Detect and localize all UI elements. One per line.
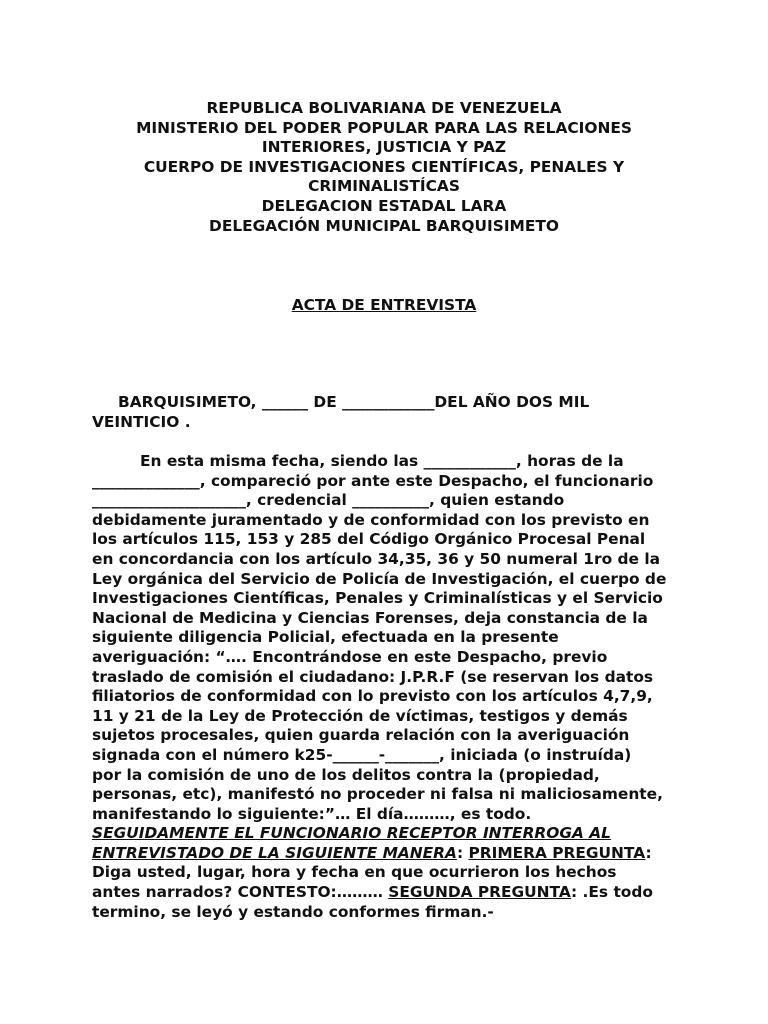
body-line: 11 y 21 de la Ley de Protección de víctimas, testigos y demás: [92, 706, 628, 725]
body-line: por la comisión de uno de los delitos contra la (propiedad,: [92, 765, 600, 784]
answer-text: antes narrados? CONTESTO:………: [92, 883, 389, 902]
first-question-text: Diga usted, lugar, hora y fecha en que ocurrieron los hechos: [92, 863, 617, 882]
body-line: signada con el número k25-______-_______, iniciada (o instruída): [92, 745, 632, 764]
colon-separator: :: [645, 843, 652, 862]
header-line-ministry: MINISTERIO DEL PODER POPULAR PARA LAS RELACIONES: [136, 118, 632, 137]
second-question-label: SEGUNDA PREGUNTA: [388, 883, 572, 902]
header-line-agency: CUERPO DE INVESTIGACIONES CIENTÍFICAS, PENALES Y: [143, 157, 625, 176]
body-line: los artículos 115, 153 y 285 del Código Orgánico Procesal Penal: [92, 530, 646, 549]
body-line: filiatorios de conformidad con lo previsto con los artículos 4,7,9,: [92, 687, 653, 706]
dateline-line-1: BARQUISIMETO, ______ DE ____________DEL AÑO DOS MIL: [118, 393, 590, 411]
answer-line: [92, 883, 682, 903]
header-line-country: REPUBLICA BOLIVARIANA DE VENEZUELA: [206, 99, 562, 117]
body-line: Investigaciones Científicas, Penales y Criminalísticas y el Servicio: [92, 589, 663, 608]
body-line: debidamente juramentado y de conformidad con los previsto en: [92, 510, 650, 529]
second-question-text: : .Es todo: [571, 883, 653, 902]
document-title: ACTA DE ENTREVISTA: [291, 296, 477, 314]
colon-separator: :: [456, 843, 469, 862]
document-body: [92, 452, 682, 922]
body-line: ____________________, credencial __________, quien estando: [92, 491, 565, 510]
header-line-municipal-delegation: DELEGACIÓN MUNICIPAL BARQUISIMETO: [209, 216, 559, 235]
body-line: en concordancia con los artículo 34,35, 36 y 50 numeral 1ro de la: [92, 549, 661, 568]
document-header: [92, 99, 676, 236]
body-line: personas, etc), manifestó no proceder ni falsa ni maliciosamente,: [92, 785, 663, 804]
first-question-label: PRIMERA PREGUNTA: [468, 843, 646, 862]
dateline: [92, 393, 682, 432]
question-intro-line-2: [92, 844, 682, 864]
dateline-line-2: VEINTICIO .: [92, 412, 191, 431]
body-line: traslado de comisión el ciudadano: J.P.R.F (se reservan los datos: [92, 667, 654, 686]
body-line: sujetos procesales, quien guarda relación con la averiguación: [92, 726, 630, 745]
question-intro-text-1: SEGUIDAMENTE EL FUNCIONARIO RECEPTOR INTERROGA AL: [92, 824, 611, 843]
question-intro-line-1: [92, 824, 682, 844]
body-line: manifestando lo siguiente:”… El día………, es todo.: [92, 804, 532, 823]
header-line-state-delegation: DELEGACION ESTADAL LARA: [261, 196, 507, 215]
body-line: averiguación: “…. Encontrándose en este Despacho, previo: [92, 647, 608, 666]
header-line-agency-cont: CRIMINALISTÍCAS: [308, 177, 460, 196]
body-line: Ley orgánica del Servicio de Policía de Investigación, el cuerpo de: [92, 569, 667, 588]
header-line-ministry-cont: INTERIORES, JUSTICIA Y PAZ: [261, 138, 507, 157]
question-intro-text-2: ENTREVISTADO DE LA SIGUIENTE MANERA: [92, 843, 457, 862]
closing-line: termino, se leyó y estando conformes firman.-: [92, 902, 494, 921]
body-line: En esta misma fecha, siendo las ____________, horas de la: [140, 452, 624, 470]
body-line: Nacional de Medicina y Ciencias Forenses, deja constancia de la: [92, 608, 648, 627]
body-line: ______________, compareció por ante este Despacho, el funcionario: [92, 471, 654, 490]
body-line: siguiente diligencia Policial, efectuada en la presente: [92, 628, 559, 647]
